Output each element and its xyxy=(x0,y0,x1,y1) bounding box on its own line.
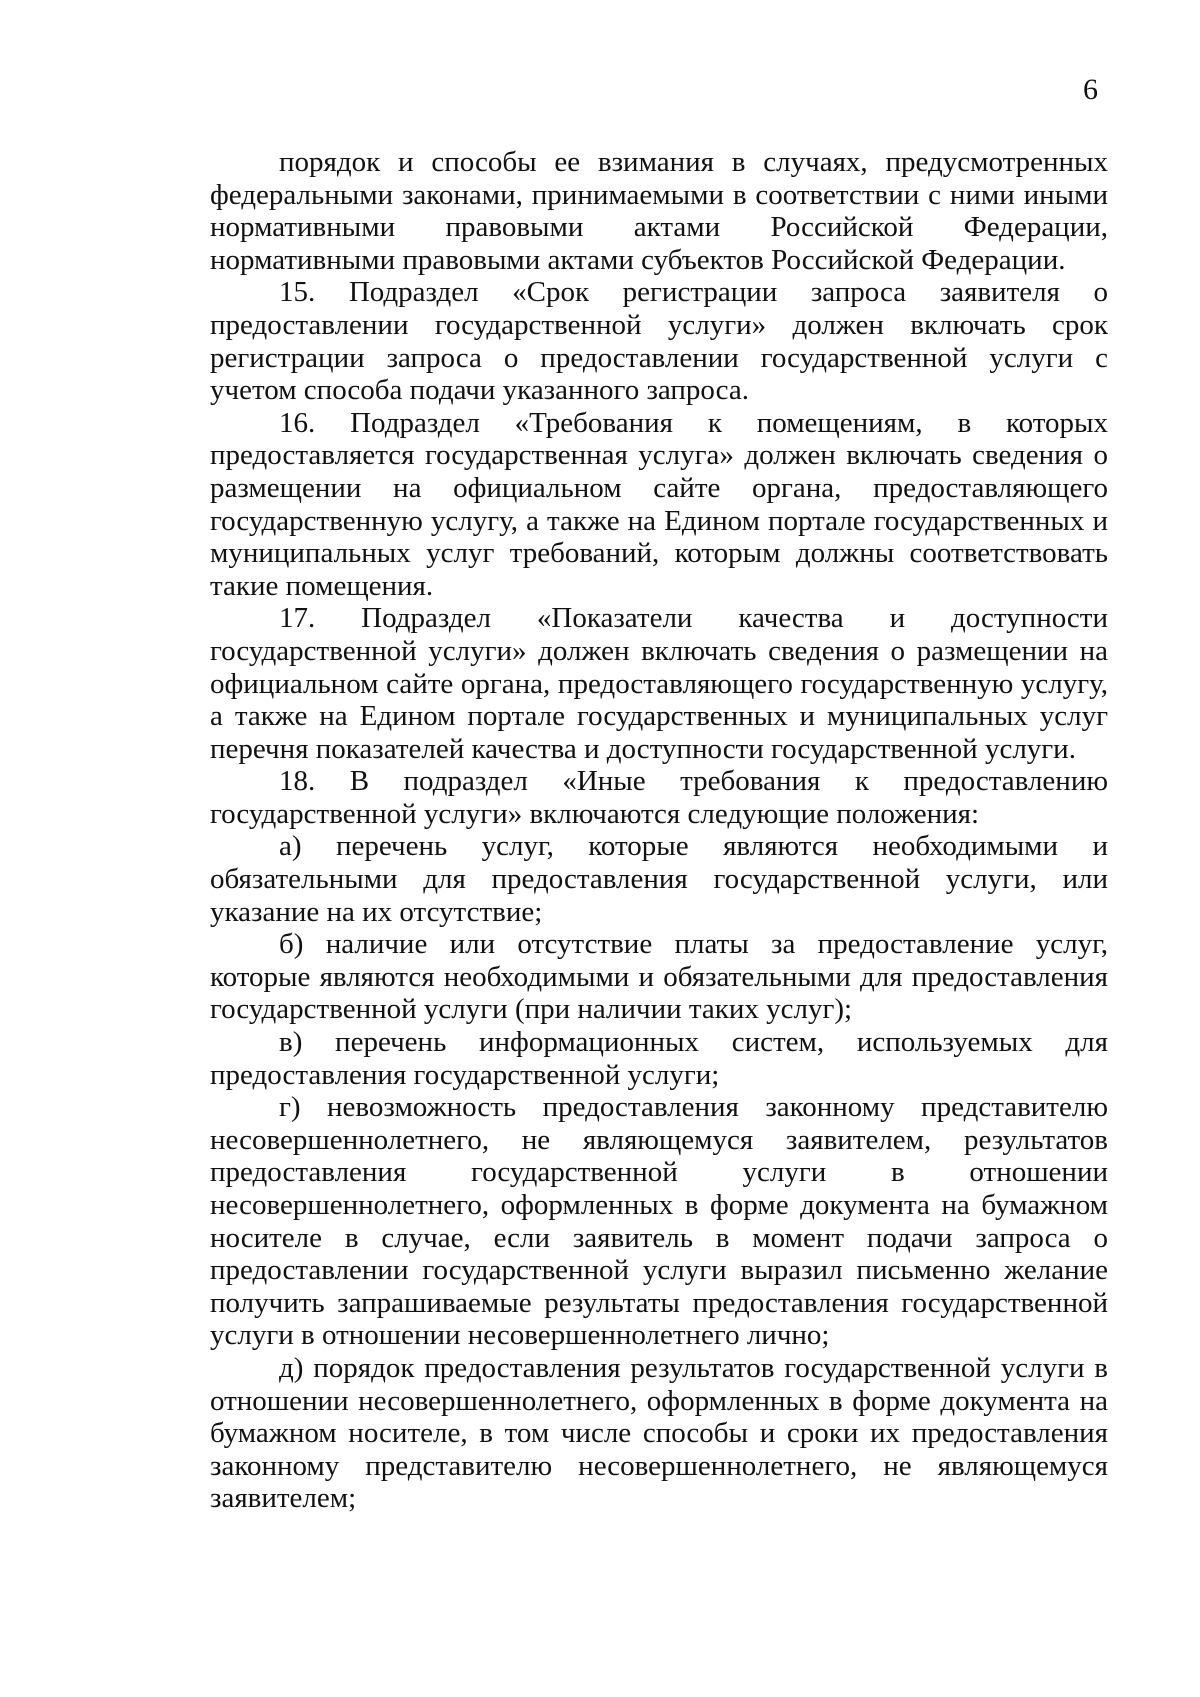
paragraph-18: 18. В подраздел «Иные требования к предоставлению государственной услуги» включаются следующие положения: xyxy=(210,765,1108,830)
document-body xyxy=(210,146,1108,1515)
paragraph-16: 16. Подраздел «Требования к помещениям, в которых предоставляется государственная услуга» должен включать сведения о размещении на официальном сайте органа, предоставляющего государственную услугу, а также на Едином портале государственных и муниципальных услуг требований, которым должны соответствовать такие помещения. xyxy=(210,406,1108,602)
list-item-a: а) перечень услуг, которые являются необходимыми и обязательными для предоставления государственной услуги, или указание на их отсутствие; xyxy=(210,830,1108,928)
list-item-v: в) перечень информационных систем, используемых для предоставления государственной услуги; xyxy=(210,1026,1108,1091)
paragraph-15: 15. Подраздел «Срок регистрации запроса заявителя о предоставлении государственной услуги» должен включать срок регистрации запроса о предоставлении государственной услуги с учетом способа подачи указанного запроса. xyxy=(210,276,1108,407)
page-number: 6 xyxy=(1083,73,1098,106)
paragraph-17: 17. Подраздел «Показатели качества и доступности государственной услуги» должен включать сведения о размещении на официальном сайте органа, предоставляющего государственную услугу, а также на Едином портале государственных и муниципальных услуг перечня показателей качества и доступности государственной услуги. xyxy=(210,602,1108,765)
list-item-b: б) наличие или отсутствие платы за предоставление услуг, которые являются необходимыми и обязательными для предоставления государственной услуги (при наличии таких услуг); xyxy=(210,928,1108,1026)
list-item-d: д) порядок предоставления результатов государственной услуги в отношении несовершеннолетнего, оформленных в форме документа на бумажном носителе, в том числе способы и сроки их предоставления законному представителю несовершеннолетнего, не являющемуся заявителем; xyxy=(210,1351,1108,1515)
paragraph-fee-procedure: порядок и способы ее взимания в случаях, предусмотренных федеральными законами, принимаемыми в соответствии с ними иными нормативными правовыми актами Российской Федерации, нормативными правовыми актами субъектов Российской Федерации. xyxy=(210,146,1108,276)
list-item-g: г) невозможность предоставления законному представителю несовершеннолетнего, не являющемуся заявителем, результатов предоставления государственной услуги в отношении несовершеннолетнего, оформленных в форме документа на бумажном носителе в случае, если заявитель в момент подачи запроса о предоставлении государственной услуги выразил письменно желание получить запрашиваемые результаты предоставления государственной услуги в отношении несовершеннолетнего лично; xyxy=(210,1091,1108,1352)
